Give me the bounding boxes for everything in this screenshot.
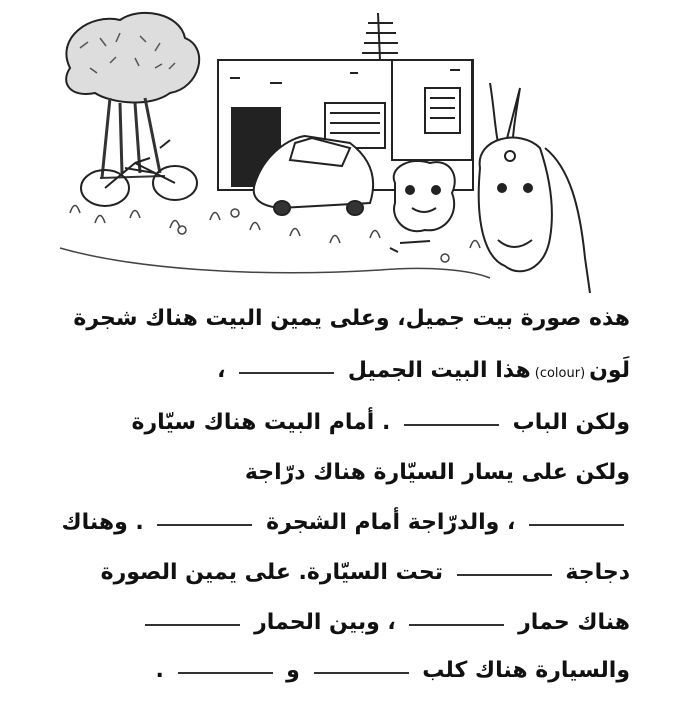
line4-text: ولكن على يسار السيّارة هناك درّاجة xyxy=(244,460,630,485)
line2-text: هذا البيت الجميل xyxy=(347,358,531,383)
line-3 xyxy=(30,408,630,438)
line-8 xyxy=(30,656,630,686)
blank-car-colour[interactable] xyxy=(529,520,624,526)
line2-word-colour: لَون xyxy=(589,358,630,383)
line-4 xyxy=(30,458,630,488)
line-1 xyxy=(30,304,630,334)
line8-and: و xyxy=(286,658,300,683)
line-6 xyxy=(30,558,630,588)
blank-bicycle-colour[interactable] xyxy=(157,520,252,526)
blank-donkey-colour[interactable] xyxy=(409,620,504,626)
illustration xyxy=(50,8,610,293)
donkey-icon xyxy=(479,83,590,293)
dog-icon xyxy=(390,161,455,252)
line7-text-b: ، وبين الحمار xyxy=(254,610,396,635)
blank-dog-colour[interactable] xyxy=(314,668,409,674)
line6-text-b: تحت السيّارة. على يمين الصورة xyxy=(100,560,444,585)
line8-period: . xyxy=(155,658,164,683)
line1-text: هذه صورة بيت جميل، وعلى يمين البيت هناك شجرة xyxy=(73,306,630,331)
line2-english-hint: (colour) xyxy=(534,366,586,381)
line-5 xyxy=(30,508,630,538)
line-2 xyxy=(30,356,630,389)
line7-text-a: هناك حمار xyxy=(518,610,630,635)
blank-door-colour[interactable] xyxy=(404,420,499,426)
blank-between[interactable] xyxy=(145,620,240,626)
line-7 xyxy=(30,608,630,638)
blank-chicken-colour[interactable] xyxy=(457,570,552,576)
blank-house-colour[interactable] xyxy=(239,368,334,374)
line5-text-a: ، والدرّاجة أمام الشجرة xyxy=(266,510,516,535)
antenna-icon xyxy=(362,13,398,60)
blank-dog-second[interactable] xyxy=(178,668,273,674)
tree-icon xyxy=(66,13,199,178)
line3-text-b: . أمام البيت هناك سيّارة xyxy=(131,410,391,435)
line3-text-a: ولكن الباب xyxy=(512,410,630,435)
line8-text-a: والسيارة هناك كلب xyxy=(422,658,630,683)
line5-text-b: . وهناك xyxy=(61,510,144,535)
line2-comma: ، xyxy=(217,358,226,383)
line6-text-a: دجاجة xyxy=(565,560,630,585)
